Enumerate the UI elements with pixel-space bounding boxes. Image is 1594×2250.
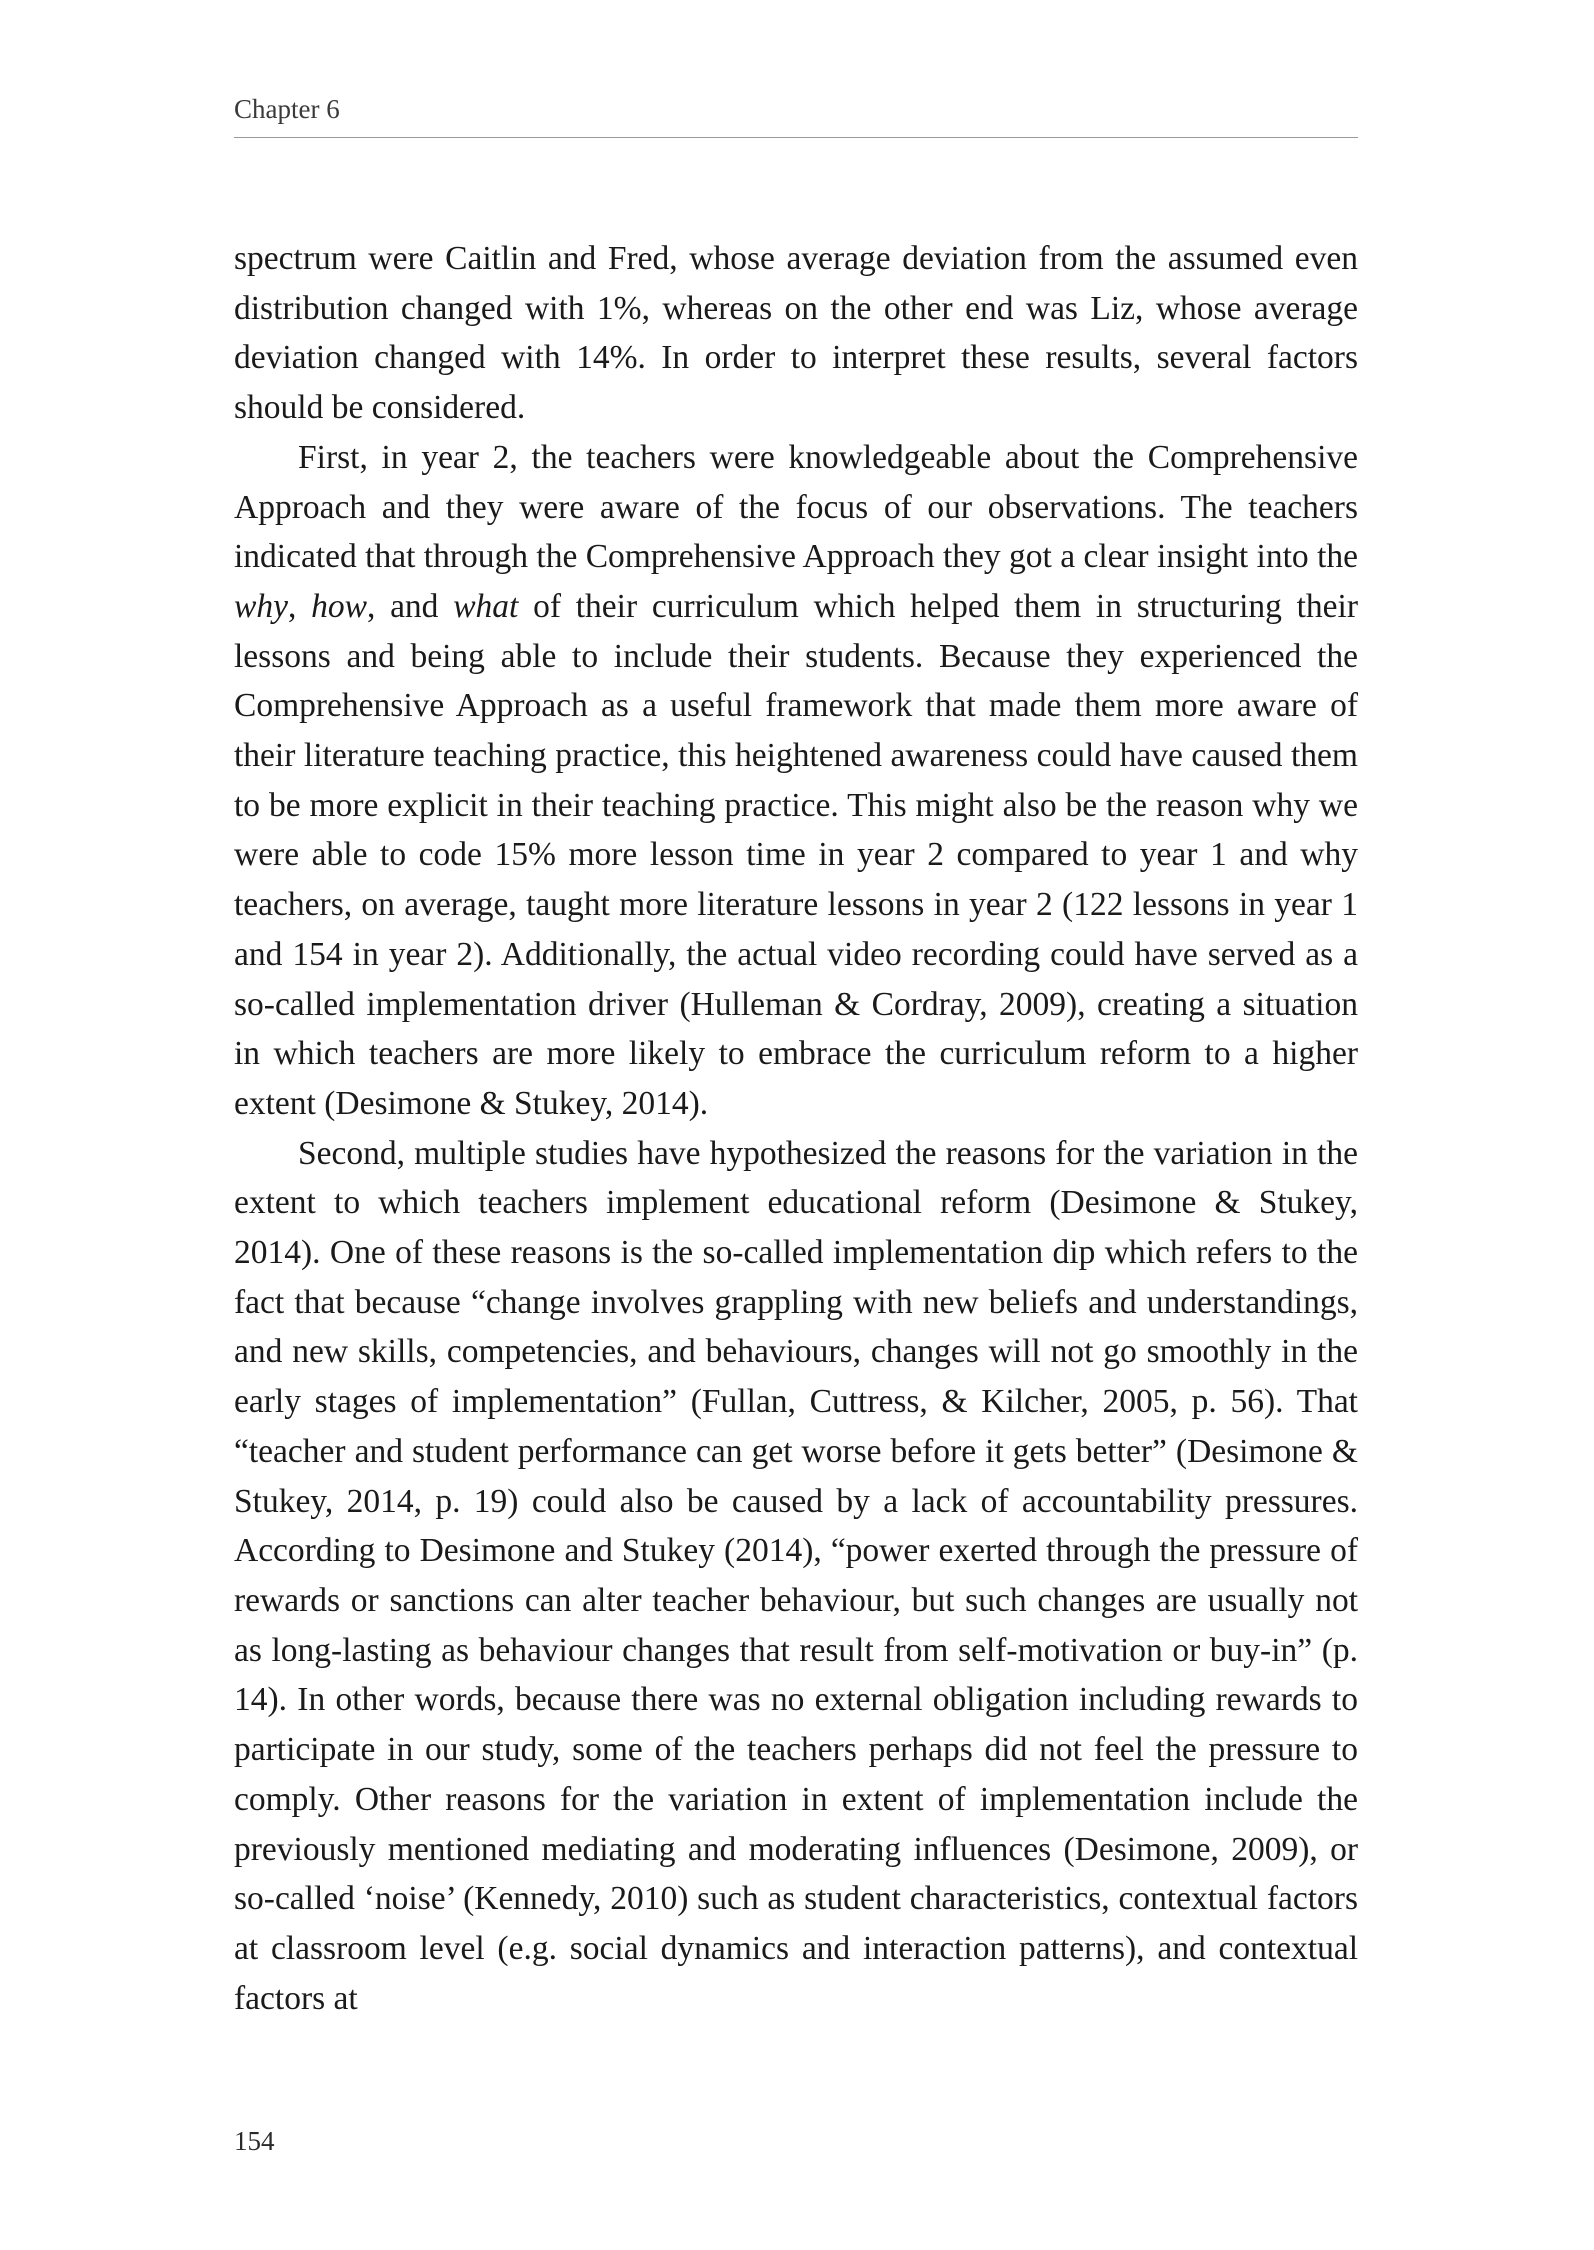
emphasis-what: what <box>453 587 519 625</box>
text-run: spectrum were Caitlin and Fred, whose average deviation from the assumed even distribution changed with 1%, whereas on the other end was Liz, whose average deviation changed with 14%. In order to interpret these results, several factors should be considered. <box>234 240 1358 427</box>
chapter-label: Chapter 6 <box>234 94 340 124</box>
text-run: Second, multiple studies have hypothesized the reasons for the variation in the extent to which teachers implement educational reform (Desimone & Stukey, 2014). One of these reasons is the so-called implementation dip which refers to the fact that because “change involves grappling with new beliefs and understandings, and new skills, competencies, and behaviours, changes will not go smoothly in the early stages of implementation” (Fullan, Cuttress, & Kilcher, 2005, p. 56). That “teacher and student performance can get worse before it gets better” (Desimone & Stukey, 2014, p. 19) could also be caused by a lack of accountability pressures. According to Desimone and Stukey (2014), “power exerted through the pressure of rewards or sanctions can alter teacher behaviour, but such changes are usually not as long-lasting as behaviour changes that result from self-motivation or buy-in” (p. 14). In other words, because there was no external obligation including rewards to participate in our study, some of the teachers perhaps did not feel the pressure to comply. Other reasons for the variation in extent of implementation include the previously mentioned mediating and moderating influences (Desimone, 2009), or so-called ‘noise’ (Kennedy, 2010) such as student characteristics, contextual factors at classroom level (e.g. social dynamics and interaction patterns), and contextual factors at <box>234 1134 1358 2017</box>
text-run: , <box>287 587 312 625</box>
text-run: First, in year 2, the teachers were knowledgeable about the Comprehensive Approach and they were aware of the focus of our observations. The teachers indicated that through the Comprehensive Approach they got a clear insight into the <box>234 438 1358 576</box>
paragraph-2 <box>234 433 1358 1129</box>
paragraph-1 <box>234 234 1358 433</box>
page-number: 154 <box>234 2126 275 2156</box>
text-run: , and <box>366 587 454 625</box>
body-text <box>234 234 1358 2023</box>
emphasis-how: how <box>311 587 367 625</box>
emphasis-why: why <box>234 587 288 625</box>
text-run: of their curriculum which helped them in structuring their lessons and being able to include their students. Because they experienced the Comprehensive Approach as a useful framework that made them more aware of their literature teaching practice, this heightened awareness could have caused them to be more explicit in their teaching practice. This might also be the reason why we were able to code 15% more lesson time in year 2 compared to year 1 and why teachers, on average, taught more literature lessons in year 2 (122 lessons in year 1 and 154 in year 2). Additionally, the actual video recording could have served as a so-called implementation driver (Hulleman & Cordray, 2009), creating a situation in which teachers are more likely to embrace the curriculum reform to a higher extent (Desimone & Stukey, 2014). <box>234 587 1359 1122</box>
running-header <box>234 92 1358 138</box>
paragraph-3 <box>234 1129 1358 2024</box>
